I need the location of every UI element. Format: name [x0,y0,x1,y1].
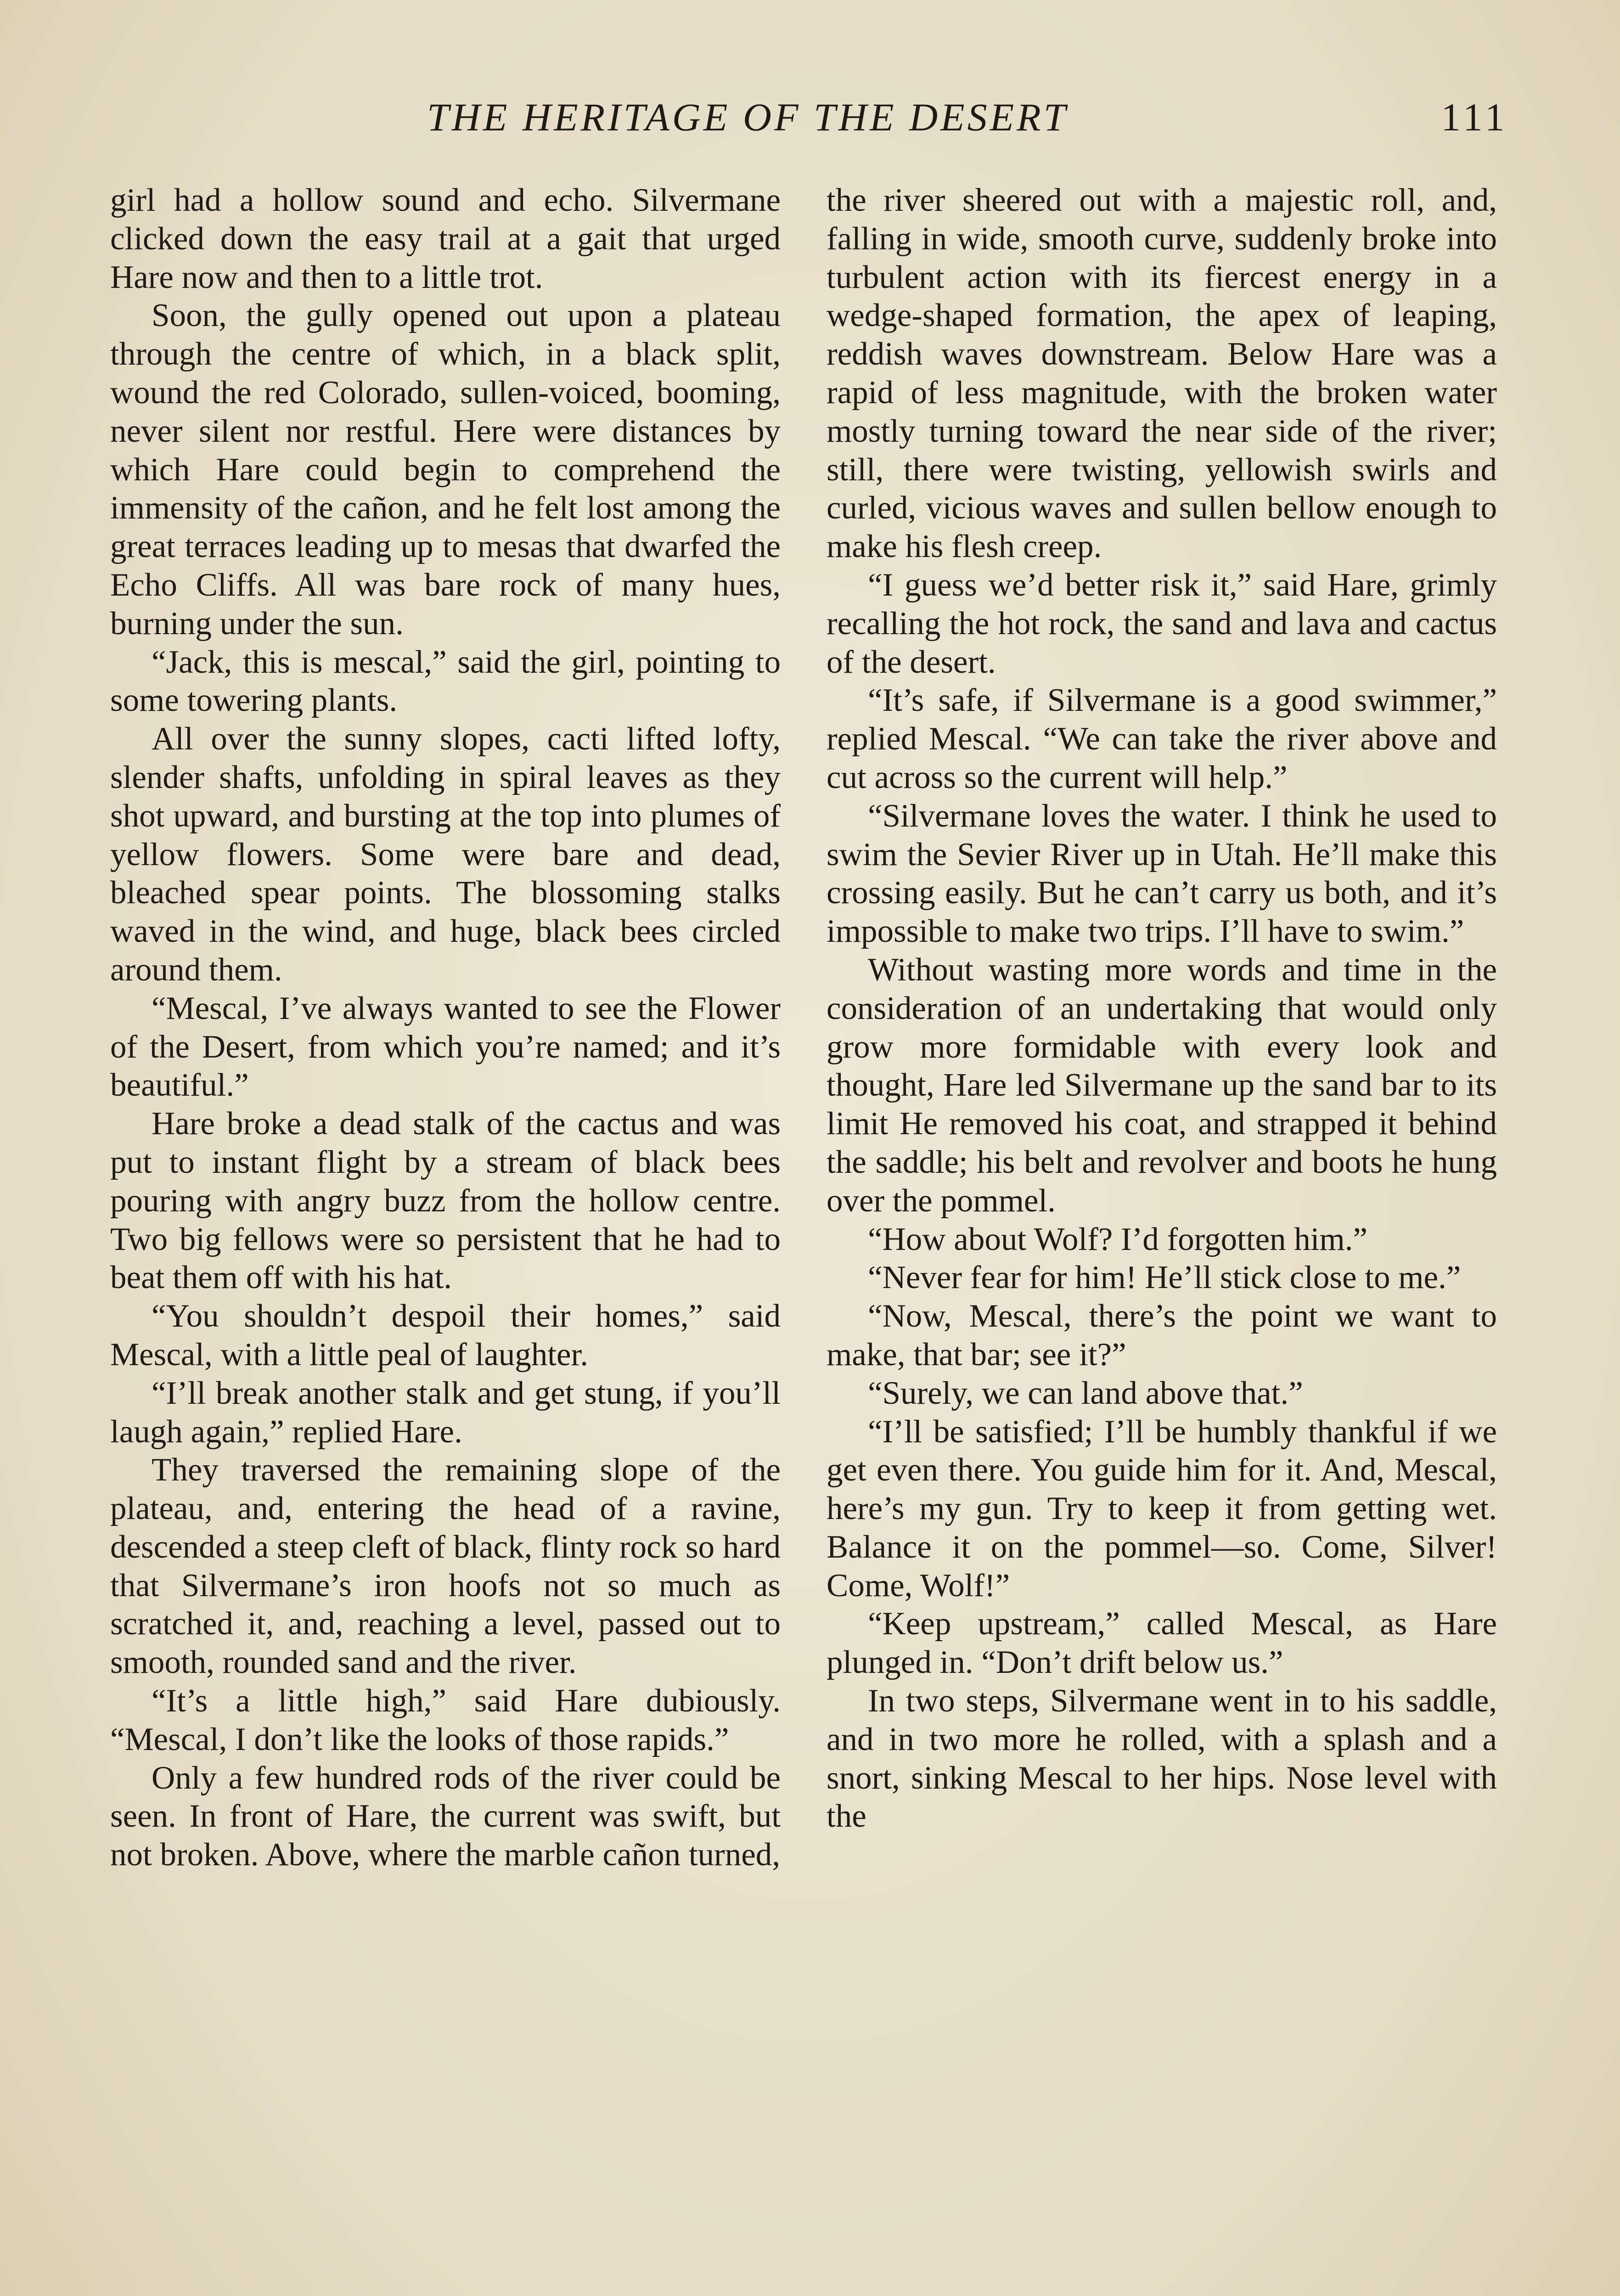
paragraph: “I guess we’d better risk it,” said Hare, grimly recalling the hot rock, the sand and lava and cactus of the desert. [827,567,1497,680]
paragraph: “Jack, this is mescal,” said the girl, pointing to some towering plants. [110,644,781,719]
running-title: THE HERITAGE OF THE DESERT [427,95,1069,139]
page-number: 111 [1441,95,1508,139]
paragraph: Only a few hundred rods of the river could be seen. In front of Hare, the current was swift, but not broken. Above, where the marble cañon turned, [110,1760,781,1873]
paragraph: Without wasting more words and time in the consideration of an undertaking that would only grow more formidable with every look and thought, Hare led Silvermane up the sand bar to its limit He removed his coat, and strapped it behind the saddle; his belt and revolver and boots he hung over the pommel. [827,951,1497,1219]
paragraph: They traversed the remaining slope of the plateau, and, entering the head of a ravine, descended a steep cleft of black, flinty rock so hard that Silvermane’s iron hoofs not so much as scratched it, and, reaching a level, passed out to smooth, rounded sand and the river. [110,1452,781,1681]
left-column [110,181,781,1874]
paragraph: “I’ll break another stalk and get stung, if you’ll laugh again,” replied Hare. [110,1375,781,1450]
paragraph: “Never fear for him! He’ll stick close to me.” [868,1260,1461,1296]
right-column [827,181,1497,1836]
paragraph: “How about Wolf? I’d forgotten him.” [868,1221,1367,1257]
paragraph: the river sheered out with a majestic roll, and, falling in wide, smooth curve, suddenly broke into turbulent action with its fiercest energy in a wedge-shaped formation, the apex of leaping, reddish waves downstream. Below Hare was a rapid of less magnitude, with the broken water mostly turning toward the near side of the river; still, there were twisting, yellowish swirls and curled, vicious waves and sullen bellow enough to make his flesh creep. [827,182,1497,565]
paragraph: “I’ll be satisfied; I’ll be humbly thankful if we get even there. You guide him for it. And, Mescal, here’s my gun. Try to keep it from getting wet. Balance it on the pommel—so. Come, Silver! Come, Wolf!” [827,1413,1497,1604]
paragraph: “It’s safe, if Silvermane is a good swimmer,” replied Mescal. “We can take the river above and cut across so the current will help.” [827,682,1497,795]
paragraph: “Mescal, I’ve always wanted to see the Flower of the Desert, from which you’re named; and it’s beautiful.” [110,990,781,1103]
paragraph: All over the sunny slopes, cacti lifted lofty, slender shafts, unfolding in spiral leaves as they shot upward, and bursting at the top into plumes of yellow flowers. Some were bare and dead, bleached spear points. The blossoming stalks waved in the wind, and huge, black bees circled around them. [110,721,781,988]
paragraph: “Surely, we can land above that.” [868,1375,1303,1411]
paragraph: “Keep upstream,” called Mescal, as Hare plunged in. “Don’t drift below us.” [827,1606,1497,1681]
paragraph: Soon, the gully opened out upon a plateau through the centre of which, in a black split, wound the red Colorado, sullen-voiced, booming, never silent nor restful. Here were distances by which Hare could begin to comprehend the immensity of the cañon, and he felt lost among the great terraces leading up to mesas that dwarfed the Echo Cliffs. All was bare rock of many hues, burning under the sun. [110,298,781,642]
paragraph: Hare broke a dead stalk of the cactus and was put to instant flight by a stream of black bees pouring with angry buzz from the hollow centre. Two big fellows were so persistent that he had to beat them off with his hat. [110,1106,781,1296]
paragraph: “You shouldn’t despoil their homes,” said Mescal, with a little peal of laughter. [110,1298,781,1373]
page-header [0,94,1620,154]
paragraph: “It’s a little high,” said Hare dubiously. “Mescal, I don’t like the looks of those rapids.” [110,1683,781,1757]
paragraph: In two steps, Silvermane went in to his saddle, and in two more he rolled, with a splash and a snort, sinking Mescal to her hips. Nose level with the [827,1683,1497,1835]
paragraph: “Silvermane loves the water. I think he used to swim the Sevier River up in Utah. He’ll make this crossing easily. But he can’t carry us both, and it’s impossible to make two trips. I’ll have to swim.” [827,798,1497,950]
paragraph: “Now, Mescal, there’s the point we want to make, that bar; see it?” [827,1298,1497,1373]
paragraph: girl had a hollow sound and echo. Silvermane clicked down the easy trail at a gait that urged Hare now and then to a little trot. [110,182,781,295]
